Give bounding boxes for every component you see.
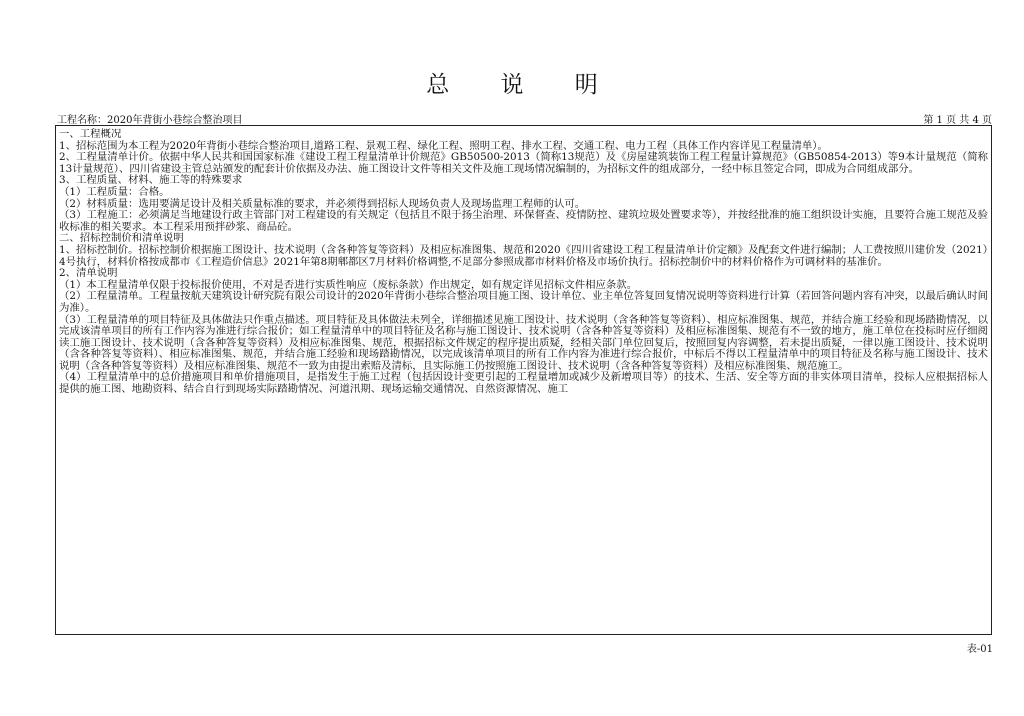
paragraph: （3）工程量清单的项目特征及具体做法只作重点描述。项目特征及具体做法未列全，详细描述见施工图设计、技术说明（含各种答复等资料）、相应标准图集、规范，并结合施工经验和现场踏勘情况，以完成该清单项目的所有工作内容为准进行综合报价；如工程量清单中的项目特征及名称与施工图设计、技术说明（含各种答复等资料）及相应标准图集、规范有不一致的地方，施工单位在投标时应仔细阅读工施工图设计、技术说明（含各种答复等资料）及相应标准图集、规范，根据招标文件规定的程序提出质疑，经相关部门单位回复后，按照回复内容调整，若未提出质疑，一律以施工图设计、技术说明（含各种答复等资料）、相应标准图集、规范，并结合施工经验和现场踏勘情况，以完成该清单项目的所有工作内容为准进行综合报价，中标后不得以工程量清单中的项目特征及名称与施工图设计、技术说明（含各种答复等资料）及相应标准图集、规范不一致为由提出索赔及清标，且实际施工仍按照施工图设计、技术说明（含各种答复等资料）及相应标准图集、规范施工。 xyxy=(59,313,988,372)
paragraph: （3）工程施工：必须满足当地建设行政主管部门对工程建设的有关规定（包括且不限于扬尘治理、环保督查、疫情防控、建筑垃圾处置要求等），并按经批准的施工组织设计实施，且要符合施工规范及验收标准的相关要求。本工程采用预拌砂浆、商品砼。 xyxy=(59,209,988,233)
project-name: 工程名称：2020年背街小巷综合整治项目 xyxy=(57,115,243,126)
page-number: 第 1 页 共 4 页 xyxy=(923,115,992,126)
paragraph: 3、工程质量、材料、施工等的特殊要求 xyxy=(59,174,243,187)
paragraph: （4）工程量清单中的总价措施项目和单价措施项目，是指发生于施工过程（包括因设计变更引起的工程量增加或减少及新增项目等）的技术、生活、安全等方面的非实体项目清单，投标人应根据招标人提供的施工图、地勘资料、结合自行到现场实际踏勘情况、河道汛期、现场运输交通情况、自然资源情况、施工 xyxy=(59,371,988,396)
paragraph: 1、招标控制价。招标控制价根据施工图设计、技术说明（含各种答复等资料）及相应标准图集、规范和2020《四川省建设工程工程量清单计价定额》及配套文件进行编制；人工费按照川建价发（2021）4号执行，材料价格按成都市《工程造价信息》2021年第8期郫都区7月材料价格调整,不足部分参照成都市材料价格及市场价执行。招标控制价中的材料价格作为可调材料的基准价。 xyxy=(59,243,988,268)
paragraph: 2、工程量清单计价。依据中华人民共和国国家标准《建设工程工程量清单计价规范》GB50500-2013（简称13规范）及《房屋建筑装饰工程工程量计算规范》（GB50854-2013）等9本计量规范（简称13计量规范）、四川省建设主管总站颁发的配套计价依据及办法、施工图设计文件等相关文件及施工现场情况编制的，为招标文件的组成部分，一经中标且签定合同，即成为合同组成部分。 xyxy=(59,151,988,175)
paragraph: 2、清单说明 xyxy=(59,267,118,280)
page-title: 总 说 明 xyxy=(426,72,620,98)
content-frame xyxy=(55,125,992,635)
paragraph: （1）工程质量：合格。 xyxy=(59,185,170,198)
paragraph: （2）材料质量：选用要满足设计及相关质量标准的要求，并必须得到招标人现场负责人及现场监理工程师的认可。 xyxy=(59,197,586,210)
paragraph: （2）工程量清单。工程量按航天建筑设计研究院有限公司设计的2020年背街小巷综合整治项目施工图、设计单位、业主单位答复回复情况说明等资料进行计算（若回答问题内容有冲突，以最后确认时间为准）。 xyxy=(59,290,988,314)
paragraph: （1）本工程量清单仅限于投标报价使用，不对是否进行实质性响应（废标条款）作出规定，如有规定详见招标文件相应条款。 xyxy=(59,278,638,291)
section-heading: 二、招标控制价和清单说明 xyxy=(59,232,184,245)
section-heading: 一、工程概况 xyxy=(59,128,122,140)
content-body xyxy=(59,129,988,396)
table-code: 表-01 xyxy=(966,644,993,655)
paragraph: 1、招标范围为本工程为2020年背街小巷综合整治项目,道路工程、景观工程、绿化工程、照明工程、排水工程、交通工程、电力工程（具体工作内容详见工程量清单）。 xyxy=(59,139,828,152)
